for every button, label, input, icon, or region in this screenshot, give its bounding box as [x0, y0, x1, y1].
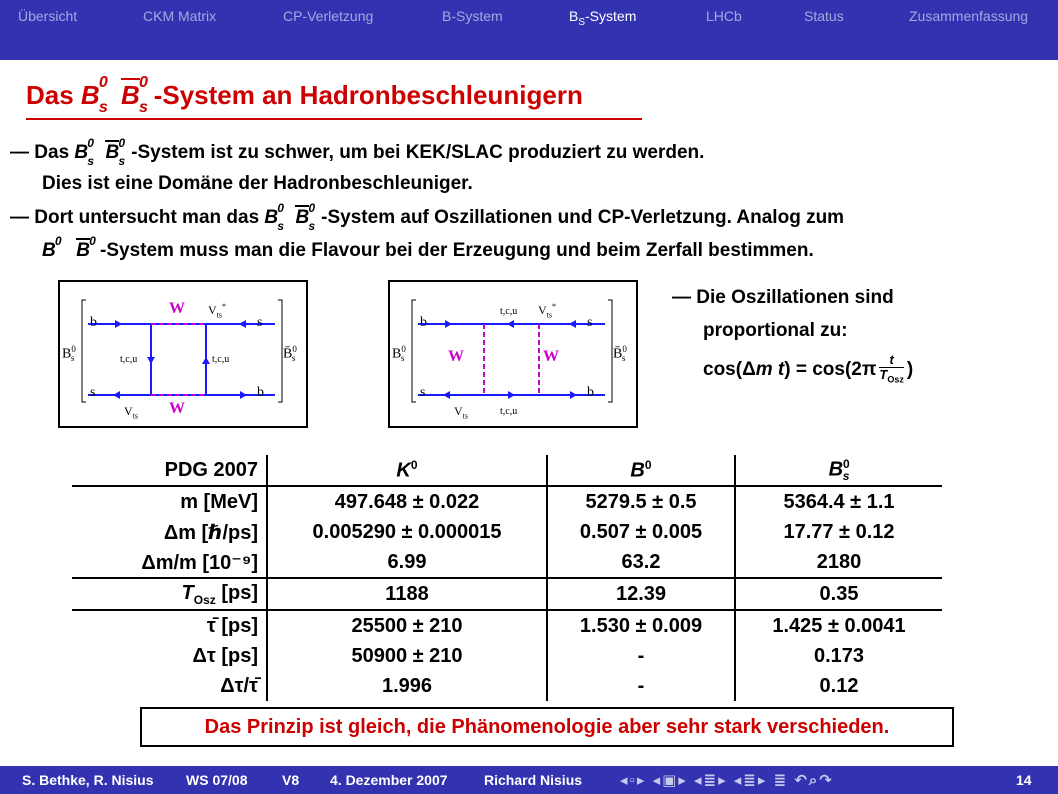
- d1-bs-left-sup: 0: [71, 344, 76, 354]
- table-header-row: [72, 455, 942, 486]
- cell-k0: 1.996: [267, 671, 547, 701]
- table-header-b0: [547, 455, 735, 486]
- body-l3-bs-sub: s: [277, 220, 284, 234]
- body-line-2: Dies ist eine Domäne der Hadronbeschleuniger.: [42, 173, 473, 194]
- d1-vts-top-sup: *: [222, 302, 227, 311]
- table-row: [72, 486, 942, 517]
- th-bs-sub: s: [842, 469, 850, 484]
- d1-quark-b-top: b: [90, 315, 97, 330]
- body-line-1: [10, 136, 705, 169]
- formula-mt: m t: [755, 358, 785, 380]
- formula-frac-den-sub: Osz: [887, 374, 904, 385]
- body-l4-b0bar-sup: 0: [89, 234, 96, 248]
- nav-item-lhcb[interactable]: LHCb: [706, 8, 742, 24]
- footer-date: 4. Dezember 2007: [330, 772, 448, 788]
- body-l3-bs-b: B: [264, 207, 279, 228]
- d1-w-bot: W: [169, 400, 185, 417]
- body-l4-b0bar-b: B: [76, 240, 91, 261]
- d2-w-right: W: [543, 348, 559, 365]
- title-bs-b: B: [80, 80, 100, 110]
- d2-bs-left-sup: 0: [401, 344, 406, 354]
- nav-item-ckm-matrix[interactable]: CKM Matrix: [143, 8, 217, 24]
- row-label-tail: [ps]: [215, 581, 258, 604]
- body-l4-b0: [42, 234, 62, 262]
- nav-bs-b: B: [569, 8, 579, 24]
- cell-b0: 12.39: [547, 578, 735, 610]
- d2-w-left: W: [448, 348, 464, 365]
- row-label: Δm/m [10⁻⁹]: [72, 547, 267, 578]
- table-header-k0: [267, 455, 547, 486]
- d2-quark-s-bot: s: [420, 385, 426, 400]
- d2-bs-right-sub: s: [621, 353, 626, 364]
- d1-bs-right-sub: s: [291, 353, 296, 364]
- title-bsbar: [120, 72, 148, 116]
- d2-vts-top: [538, 302, 556, 319]
- summary-note-box: Das Prinzip ist gleich, die Phänomenologie aber sehr stark verschieden.: [140, 707, 954, 747]
- d1-vts-top: [208, 302, 226, 319]
- body-l3-bsbar: [295, 201, 315, 234]
- d1-vts-bot-sub: ts: [132, 411, 139, 421]
- body-l1-a: — Das: [10, 142, 75, 163]
- th-k: K: [396, 459, 411, 482]
- title-bsbar-sub: s: [138, 97, 148, 116]
- d1-w-top: W: [169, 300, 185, 317]
- d1-bs-left-b: B: [62, 346, 72, 362]
- d2-tcu-bot: t,c,u: [500, 406, 518, 417]
- table-row: [72, 610, 942, 641]
- table-header-bs0: [735, 455, 942, 486]
- d1-bs-right: [283, 344, 295, 363]
- top-navigation-bar: [0, 0, 1058, 60]
- d2-vts-top-v: V: [538, 303, 547, 317]
- footer-lecture: V8: [282, 772, 300, 788]
- body-l1-bs-sub: s: [87, 155, 94, 169]
- footer-bar: [0, 766, 1058, 794]
- formula-part-b: ) = cos(2π: [784, 358, 877, 380]
- body-l1-bsbar-sub: s: [118, 155, 125, 169]
- body-l1-bsbar: [105, 136, 125, 169]
- nav-prev-frame-icon[interactable]: ◂▣▸: [652, 772, 688, 789]
- table-row: [72, 671, 942, 701]
- body-l3-bs-sup: 0: [277, 201, 284, 215]
- th-bs-sup: 0: [843, 456, 850, 471]
- footer-speaker: Richard Nisius: [484, 772, 583, 788]
- d2-vts-top-sub: ts: [546, 310, 553, 320]
- cell-bs0: 1.425 ± 0.0041: [772, 614, 906, 637]
- d1-quark-s-top: s: [257, 315, 263, 330]
- nav-item-cp-verletzung[interactable]: CP-Verletzung: [283, 8, 374, 24]
- d2-quark-s-top: s: [587, 315, 593, 330]
- body-l1-bs-b: B: [74, 142, 89, 163]
- title-prefix: Das: [26, 80, 81, 110]
- d1-bs-right-b: B̄: [283, 346, 293, 362]
- pdg-table: [72, 455, 942, 701]
- body-l3-bs: [264, 201, 284, 234]
- cell-k0: 1188: [267, 578, 547, 610]
- row-label: m [MeV]: [72, 486, 267, 517]
- cell-k0: 25500 ± 210: [267, 610, 547, 641]
- row-label-t: T: [181, 581, 194, 604]
- formula-part-a: cos(Δ: [703, 358, 756, 380]
- cell-bs0: 0.173: [813, 644, 865, 667]
- body-l1-bsbar-sup: 0: [118, 136, 125, 150]
- body-l3-bsbar-b: B: [295, 207, 310, 228]
- row-label: τ̄ [ps]: [72, 610, 267, 641]
- formula-fraction: [879, 353, 903, 387]
- cell-bs0: 2180: [735, 547, 942, 578]
- d1-bs-left: [62, 344, 74, 363]
- cell-b0: 1.530 ± 0.009: [547, 610, 735, 641]
- nav-prev-subsection-icon[interactable]: ◂≣▸: [693, 772, 728, 789]
- title-bs: [80, 72, 108, 116]
- cell-bs0: 0.35: [735, 578, 942, 610]
- d1-vts-bot-v: V: [124, 404, 133, 418]
- th-k-sup: 0: [410, 457, 418, 472]
- slide-title: [26, 72, 583, 116]
- body-l4-b0-b: B: [42, 240, 56, 261]
- title-bsbar-sup: 0: [138, 72, 148, 91]
- cell-k0: 50900 ± 210: [267, 641, 547, 671]
- d2-vts-bot: [454, 404, 468, 420]
- body-l1-bs-sup: 0: [87, 136, 94, 150]
- formula-frac-den: [879, 368, 903, 387]
- d2-bs-right-sup: 0: [622, 344, 627, 354]
- nav-back-search-icon[interactable]: ↶⌕↷: [794, 772, 834, 789]
- d2-quark-b-bot: b: [587, 385, 594, 400]
- d2-tcu-top: t,c,u: [500, 306, 518, 317]
- footer-semester: WS 07/08: [186, 772, 248, 788]
- body-line-3: [10, 201, 845, 234]
- row-label: Δm [ℏ/ps]: [72, 517, 267, 547]
- formula-frac-den-t: T: [879, 367, 888, 382]
- cell-k0: 0.005290 ± 0.000015: [267, 517, 547, 547]
- d1-vts-bot: [124, 404, 138, 420]
- nav-toc-icon[interactable]: ≣: [773, 772, 789, 789]
- body-l3-a: — Dort untersucht man das: [10, 207, 265, 228]
- body-l1-bs: [74, 136, 94, 169]
- d1-bs-right-sup: 0: [292, 344, 297, 354]
- nav-item-b-system[interactable]: B-System: [442, 8, 503, 24]
- d2-vts-bot-sub: ts: [462, 411, 469, 421]
- nav-item-bs-system[interactable]: [569, 8, 636, 28]
- d2-bs-right: [613, 344, 625, 363]
- title-bs-sub: s: [98, 97, 108, 116]
- body-l3-b: -System auf Oszillationen und CP-Verletzung. Analog zum: [321, 207, 845, 228]
- th-b: B: [630, 459, 645, 482]
- d1-bs-left-sub: s: [70, 353, 75, 364]
- cell-b0: -: [547, 641, 735, 671]
- table-header-label: PDG 2007: [72, 455, 267, 486]
- cell-bs0: 0.12: [819, 674, 859, 697]
- body-l4-b: -System muss man die Flavour bei der Erzeugung und beim Zerfall bestimmen.: [100, 240, 814, 261]
- d1-tcu-right: t,c,u: [212, 354, 230, 365]
- title-bs-sup: 0: [98, 72, 108, 91]
- nav-item-zusammenfassung[interactable]: Zusammenfassung: [909, 8, 1029, 24]
- oscillation-line-1: — Die Oszillationen sind: [672, 287, 894, 308]
- d2-bs-left-b: B: [392, 346, 402, 362]
- title-underline: [26, 118, 642, 120]
- cell-b0: 63.2: [547, 547, 735, 578]
- row-label: [72, 578, 267, 610]
- nav-item-uebersicht[interactable]: Übersicht: [18, 8, 78, 24]
- body-l1-b: -System ist zu schwer, um bei KEK/SLAC produziert zu werden.: [131, 142, 705, 163]
- cell-bs0: 5364.4 ± 1.1: [783, 490, 895, 513]
- footer-page-number: 14: [1016, 772, 1032, 788]
- d1-vts-top-v: V: [208, 303, 217, 317]
- d1-tcu-left: t,c,u: [120, 354, 138, 365]
- title-suffix: -System an Hadronbeschleunigern: [153, 80, 583, 110]
- cell-b0: 0.507 ± 0.005: [547, 517, 735, 547]
- d2-bs-left: [392, 344, 404, 363]
- d1-quark-s-bot: s: [90, 385, 96, 400]
- title-bsbar-b: B: [120, 80, 140, 110]
- nav-prev-slide-icon[interactable]: ◂▫▸: [620, 772, 647, 789]
- body-l3-bsbar-sup: 0: [308, 201, 315, 215]
- d2-bs-right-b: B̄: [613, 346, 623, 362]
- table-row: [72, 547, 942, 578]
- d2-vts-top-sup: *: [552, 302, 557, 311]
- th-b-sup: 0: [644, 457, 652, 472]
- nav-bs-suffix: -System: [585, 8, 637, 24]
- cell-k0: 497.648 ± 0.022: [267, 486, 547, 517]
- row-label-sub: Osz: [193, 592, 216, 607]
- body-l4-b0bar: [76, 234, 96, 262]
- table-row: [72, 578, 942, 610]
- beamer-navigation-controls: [620, 771, 834, 789]
- box-diagram-2: [388, 280, 638, 428]
- cell-b0: -: [547, 671, 735, 701]
- d2-vts-bot-v: V: [454, 404, 463, 418]
- d1-quark-b-bot: b: [257, 385, 264, 400]
- th-bs: B: [828, 458, 844, 481]
- box-diagram-2-graphic: [390, 282, 636, 426]
- nav-prev-section-icon[interactable]: ◂≣▸: [733, 772, 768, 789]
- body-l4-b0-sup: 0: [55, 234, 62, 248]
- nav-item-status[interactable]: Status: [804, 8, 844, 24]
- body-l3-bsbar-sub: s: [308, 220, 315, 234]
- d2-bs-left-sub: s: [400, 353, 405, 364]
- formula-part-c: ): [906, 358, 914, 380]
- row-label: Δτ/τ̄: [72, 671, 267, 701]
- footer-authors: S. Bethke, R. Nisius: [22, 772, 154, 788]
- body-line-4: [42, 234, 814, 262]
- d2-quark-b-top: b: [420, 315, 427, 330]
- cell-b0: 5279.5 ± 0.5: [547, 486, 735, 517]
- oscillation-formula: [703, 353, 913, 387]
- formula-frac-num: t: [879, 353, 903, 368]
- cell-bs0: 17.77 ± 0.12: [783, 520, 895, 543]
- d1-vts-top-sub: ts: [216, 310, 223, 320]
- cell-k0: 6.99: [267, 547, 547, 578]
- oscillation-line-2: proportional zu:: [703, 320, 848, 341]
- row-label: Δτ [ps]: [72, 641, 267, 671]
- table-row: [72, 517, 942, 547]
- box-diagram-1: [58, 280, 308, 428]
- table-row: [72, 641, 942, 671]
- nav-bs-s: S: [578, 16, 586, 28]
- body-l1-bsbar-b: B: [105, 142, 120, 163]
